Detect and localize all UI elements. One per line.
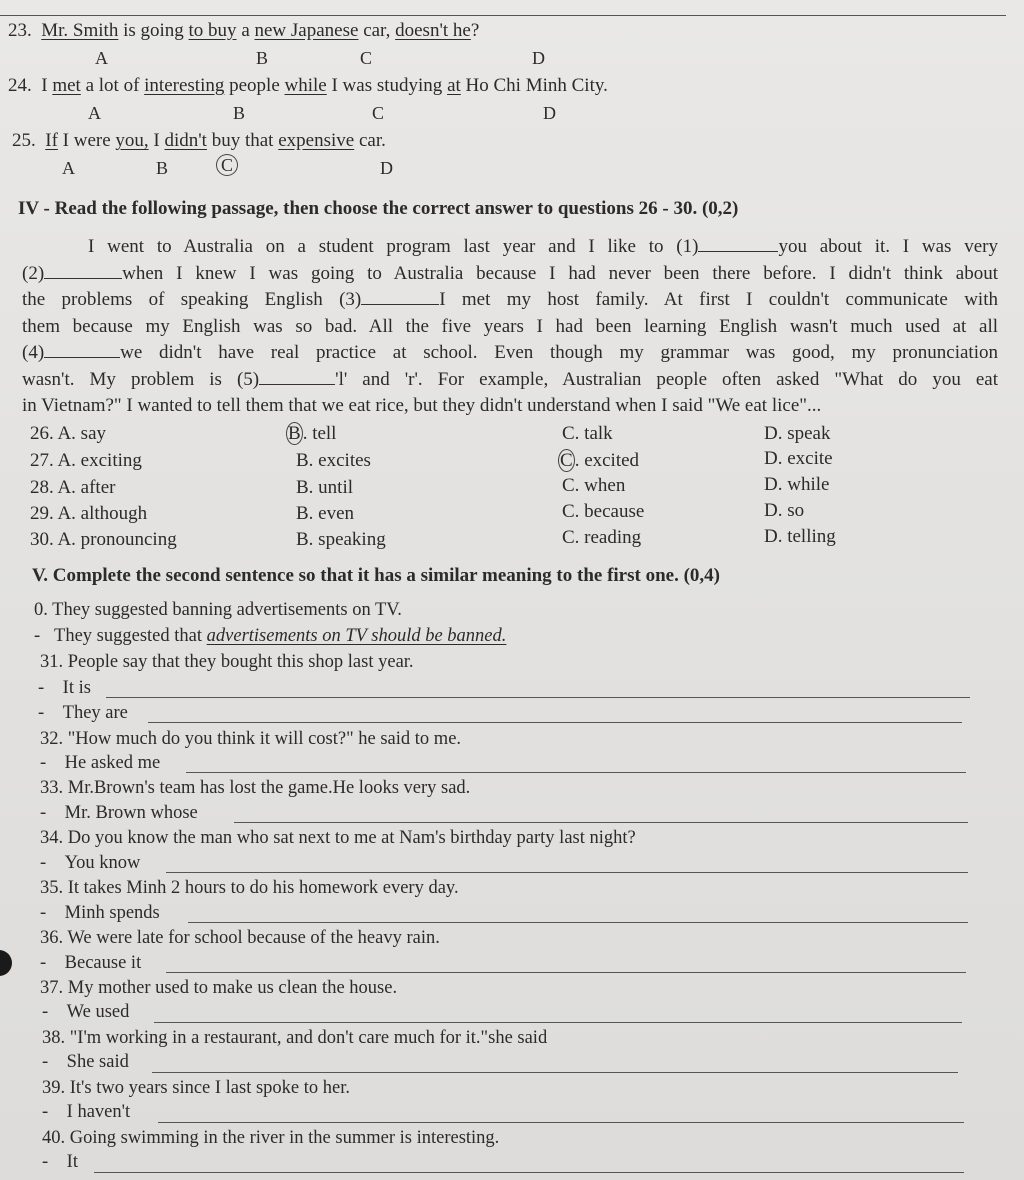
question-24	[8, 75, 608, 97]
dash: -	[40, 953, 47, 973]
question-number: 23.	[8, 20, 32, 41]
question-25	[12, 130, 386, 152]
q27-option-c: C . excited	[560, 450, 640, 471]
blank-5	[259, 369, 335, 385]
question-39: 39. It's two years since I last spoke to her.	[42, 1078, 351, 1098]
text: wasn't. My problem is (5)	[22, 368, 260, 390]
q26-option-c: C. talk	[562, 423, 613, 444]
text: He asked me	[64, 753, 161, 773]
dash: -	[38, 703, 45, 723]
blank-3	[361, 289, 439, 305]
option-c-word: new Japanese	[254, 20, 359, 41]
q27-option-b: B. excites	[296, 450, 371, 471]
q29-option-b: B. even	[296, 503, 355, 524]
question-number: 24.	[8, 75, 32, 96]
answer-line-37	[42, 1002, 129, 1023]
label-c: C	[372, 103, 385, 123]
label-a: A	[88, 103, 101, 123]
text: buy that	[211, 130, 274, 151]
label-b: B	[156, 158, 169, 178]
dash: -	[42, 1152, 49, 1172]
question-37: 37. My mother used to make us clean the house.	[40, 978, 398, 998]
q28-option-d: D. while	[764, 474, 830, 495]
passage-line-4	[22, 314, 998, 341]
blank-2	[44, 263, 122, 279]
passage-line-3	[22, 287, 998, 314]
option-a: A. pronouncing	[57, 529, 177, 550]
label-a: A	[95, 48, 108, 68]
text: people	[229, 75, 280, 96]
q29-number-a	[30, 503, 147, 525]
label-d: D	[380, 158, 393, 178]
answer-line-32	[40, 753, 160, 774]
label-d: D	[532, 48, 545, 68]
dash: -	[42, 1052, 49, 1072]
text: a lot of	[85, 75, 140, 96]
passage-line-7	[22, 393, 998, 420]
answer-field-38[interactable]	[152, 1072, 958, 1073]
answer-field-36[interactable]	[166, 972, 966, 973]
passage-line-6	[22, 367, 998, 394]
section-v-heading: V. Complete the second sentence so that it has a similar meaning to the first one. (0,4)	[32, 565, 720, 586]
text: They are	[62, 703, 128, 723]
q26-option-b: B . tell	[288, 423, 337, 444]
text: (4)	[22, 342, 45, 363]
text: when I knew I was going to Australia because I had never been there before. I didn't think about	[122, 262, 998, 284]
text: It	[66, 1152, 78, 1172]
question-34: 34. Do you know the man who sat next to me at Nam's birthday party last night?	[40, 828, 636, 848]
question-number: 29.	[30, 503, 54, 524]
question-36: 36. We were late for school because of the heavy rain.	[40, 928, 440, 948]
passage-line-5	[22, 340, 998, 367]
text: I were	[62, 130, 111, 151]
handwritten-circle-mark: C	[216, 154, 238, 176]
example-sentence: 0. They suggested banning advertisements on TV.	[34, 600, 402, 620]
text: car,	[363, 20, 391, 41]
option-b-word: you,	[115, 130, 149, 151]
text: 'l' and 'r'. For example, Australian people often asked "What do you eat	[335, 368, 998, 390]
q29-option-d: D. so	[764, 500, 805, 521]
question-38: 38. "I'm working in a restaurant, and don't care much for it."she said	[42, 1028, 548, 1048]
text: I met my host family. At first I couldn't communicate with	[439, 289, 998, 310]
answer-field-35[interactable]	[188, 922, 968, 923]
dash: -	[40, 903, 47, 923]
option-d-word: at	[447, 75, 461, 96]
option-d-word: doesn't he	[395, 20, 471, 41]
q26-option-d: D. speak	[764, 423, 831, 444]
question-32: 32. "How much do you think it will cost?" he said to me.	[40, 729, 462, 749]
question-40: 40. Going swimming in the river in the summer is interesting.	[42, 1128, 500, 1148]
text: You know	[64, 853, 141, 873]
dash: -	[40, 853, 47, 873]
q30-option-d: D. telling	[764, 526, 836, 547]
answer-field-31a[interactable]	[106, 697, 970, 698]
hole-punch-mark	[0, 950, 12, 976]
text: is going	[123, 20, 184, 41]
question-number: 25.	[12, 130, 36, 151]
text: They suggested that	[54, 626, 203, 646]
answer-line-31b	[38, 703, 128, 724]
q28-number-a	[30, 477, 115, 499]
label-d: D	[543, 103, 556, 123]
option-d-word: expensive	[278, 130, 355, 151]
blank-4	[44, 342, 120, 358]
q30-number-a	[30, 529, 177, 551]
q27-option-d: D. excite	[764, 448, 833, 469]
example-answer-line	[34, 626, 506, 647]
text: It is	[62, 678, 91, 698]
question-number: 27.	[30, 450, 54, 471]
option-a: A. say	[57, 423, 107, 444]
text: excited	[584, 450, 640, 471]
blank-1	[698, 236, 778, 252]
option-a-word: met	[52, 75, 81, 96]
text: a	[241, 20, 250, 41]
option-a: A. although	[57, 503, 148, 524]
handwritten-circle-mark: B	[288, 423, 301, 444]
label-c-circled	[216, 155, 238, 176]
option-a-word: If	[45, 130, 58, 151]
text: (2)	[22, 262, 45, 284]
text: Mr. Brown whose	[64, 803, 198, 823]
text: I	[153, 130, 160, 151]
answer-line-38	[42, 1052, 129, 1073]
dash: -	[38, 678, 45, 698]
q29-option-c: C. because	[562, 501, 645, 522]
passage-line-2	[22, 261, 998, 288]
answer-line-33	[40, 803, 198, 824]
example-answer: advertisements on TV should be banned.	[206, 626, 507, 646]
answer-field-32[interactable]	[186, 772, 966, 773]
q30-option-c: C. reading	[562, 527, 642, 548]
dash: -	[40, 803, 47, 823]
question-31: 31. People say that they bought this shop last year.	[40, 652, 414, 672]
question-number: 26.	[30, 423, 54, 444]
option-b-word: interesting	[144, 75, 225, 96]
top-rule	[0, 15, 1006, 16]
answer-field-37[interactable]	[154, 1022, 962, 1023]
option-a: A. after	[57, 477, 116, 498]
passage-line-1	[22, 234, 998, 261]
reading-passage	[22, 234, 998, 420]
option-c-word: while	[284, 75, 327, 96]
option-b-word: to buy	[188, 20, 237, 41]
answer-line-40	[42, 1152, 78, 1173]
question-number: 28.	[30, 477, 54, 498]
answer-field-33[interactable]	[234, 822, 968, 823]
option-a-word: Mr. Smith	[41, 20, 119, 41]
text: I haven't	[66, 1102, 131, 1122]
question-number: 30.	[30, 529, 54, 550]
answer-field-31b[interactable]	[148, 722, 962, 723]
question-35: 35. It takes Minh 2 hours to do his homework every day.	[40, 878, 459, 898]
option-c-word: didn't	[164, 130, 207, 151]
dash: -	[42, 1102, 49, 1122]
text: Minh spends	[64, 903, 160, 923]
label-a: A	[62, 158, 75, 178]
text: tell	[312, 423, 337, 444]
text: in Vietnam?" I wanted to tell them that we eat rice, but they didn't understand when I said "We eat lice"...	[22, 395, 822, 416]
answer-line-34	[40, 853, 140, 874]
label-b: B	[233, 103, 246, 123]
text: car.	[358, 130, 386, 151]
dash: -	[40, 753, 47, 773]
answer-field-40[interactable]	[94, 1172, 964, 1173]
q28-option-c: C. when	[562, 475, 626, 496]
answer-field-34[interactable]	[166, 872, 968, 873]
answer-line-35	[40, 903, 160, 924]
text: the problems of speaking English (3)	[22, 289, 362, 310]
q30-option-b: B. speaking	[296, 529, 386, 550]
text: I went to Australia on a student program last year and I like to (1)	[88, 236, 699, 257]
section-iv-heading: IV - Read the following passage, then choose the correct answer to questions 26 - 30. (0,2)	[18, 198, 739, 219]
label-c: C	[360, 48, 373, 68]
q28-option-b: B. until	[296, 477, 354, 498]
text: Because it	[64, 953, 142, 973]
label-b: B	[256, 48, 269, 68]
text: Ho Chi Minh City.	[465, 75, 608, 96]
answer-field-39[interactable]	[158, 1122, 964, 1123]
text: ?	[470, 20, 480, 41]
text: We used	[66, 1002, 130, 1022]
question-33: 33. Mr.Brown's team has lost the game.He looks very sad.	[40, 778, 471, 798]
text: you about it. I was very	[778, 236, 998, 257]
handwritten-circle-mark: C	[560, 450, 573, 471]
text: them because my English was so bad. All the five years I had been learning English wasn't much used at all	[22, 315, 998, 337]
text: we didn't have real practice at school. Even though my grammar was good, my pronunciation	[120, 342, 998, 363]
answer-line-31a	[38, 678, 91, 699]
question-23	[8, 20, 479, 42]
q27-number-a	[30, 450, 142, 472]
option-a: A. exciting	[57, 450, 142, 471]
dash: -	[42, 1002, 49, 1022]
text: I	[41, 75, 48, 96]
q26-number-a	[30, 423, 106, 445]
text: I was studying	[331, 75, 443, 96]
text: She said	[66, 1052, 129, 1072]
dash: -	[34, 626, 41, 646]
answer-line-36	[40, 953, 141, 974]
answer-line-39	[42, 1102, 130, 1123]
